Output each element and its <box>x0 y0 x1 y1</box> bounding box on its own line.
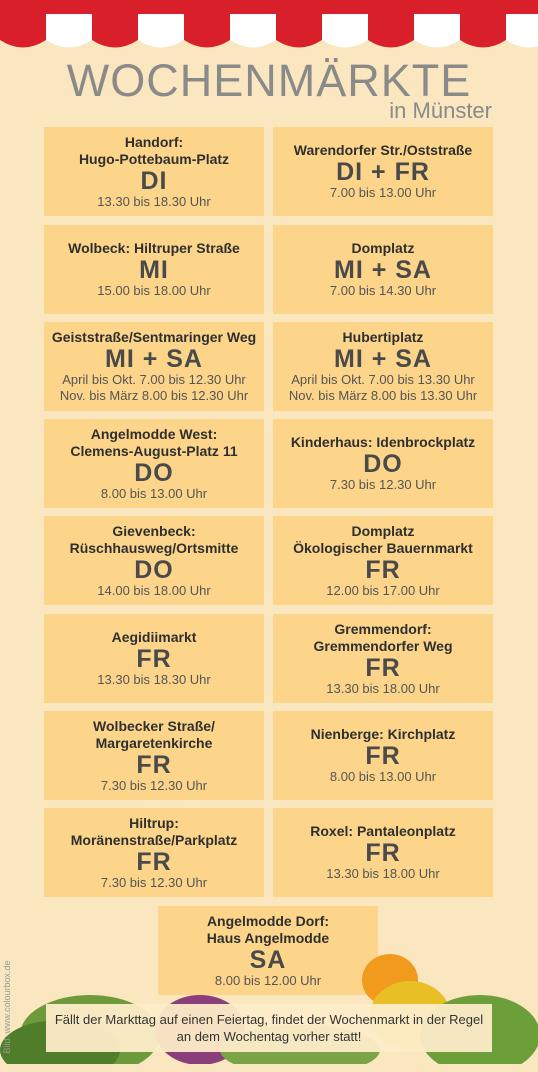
market-time: 7.30 bis 12.30 Uhr <box>329 477 437 492</box>
market-day: FR <box>136 847 172 876</box>
market-location: Wolbeck: Hiltruper Straße <box>68 240 240 256</box>
market-location: Roxel: Pantaleonplatz <box>310 823 456 839</box>
market-location: Domplatz Ökologischer Bauernmarkt <box>293 522 473 556</box>
market-location: Angelmodde West: Clemens-August-Platz 11 <box>70 425 238 459</box>
market-location: Hiltrup: Moränenstraße/Parkplatz <box>70 814 238 848</box>
image-credit: Bild: www.colourbox.de <box>2 960 12 1054</box>
market-day: MI <box>139 256 169 284</box>
market-location: Hubertiplatz <box>342 329 424 345</box>
market-location: Nienberge: Kirchplatz <box>310 726 456 742</box>
market-location: Angelmodde Dorf: Haus Angelmodde <box>206 912 330 946</box>
market-location: Domplatz <box>351 240 415 256</box>
market-time: 15.00 bis 18.00 Uhr <box>97 283 211 298</box>
market-time: 8.00 bis 13.00 Uhr <box>329 769 437 784</box>
market-day: MI + SA <box>105 345 203 373</box>
market-day: MI + SA <box>334 345 432 373</box>
market-card <box>273 419 493 508</box>
market-day: FR <box>136 645 172 673</box>
market-time: 13.30 bis 18.30 Uhr <box>97 672 211 687</box>
market-card <box>273 322 493 411</box>
page-title: WOCHENMÄRKTE <box>66 55 472 106</box>
market-card <box>273 127 493 216</box>
market-card <box>273 711 493 800</box>
market-location: Gremmendorf: Gremmendorfer Weg <box>313 620 453 654</box>
market-card <box>44 614 264 703</box>
market-location: Gievenbeck: Rüschhausweg/Ortsmitte <box>69 522 239 556</box>
market-card <box>273 225 493 314</box>
market-time: 12.00 bis 17.00 Uhr <box>326 582 440 598</box>
market-card <box>44 419 264 508</box>
market-time: 7.00 bis 13.00 Uhr <box>329 185 437 200</box>
market-card <box>44 225 264 314</box>
market-time: 14.00 bis 18.00 Uhr <box>97 582 211 598</box>
market-time: 8.00 bis 13.00 Uhr <box>100 485 208 501</box>
holiday-notice: Fällt der Markttag auf einen Feiertag, findet der Wochenmarkt in der Regel an dem Wochentag vorher statt! <box>46 1004 492 1052</box>
market-time: 13.30 bis 18.00 Uhr <box>326 866 440 881</box>
market-time: 7.00 bis 14.30 Uhr <box>329 283 437 298</box>
market-time: 13.30 bis 18.00 Uhr <box>326 680 440 696</box>
market-day: MI + SA <box>334 256 432 284</box>
market-day: SA <box>249 945 287 974</box>
market-day: DO <box>363 450 403 478</box>
market-day: FR <box>365 653 401 682</box>
market-time: April bis Okt. 7.00 bis 13.30 Uhr Nov. bis März 8.00 bis 13.30 Uhr <box>288 372 478 403</box>
market-card <box>44 322 264 411</box>
market-time: April bis Okt. 7.00 bis 12.30 Uhr Nov. bis März 8.00 bis 12.30 Uhr <box>59 372 249 403</box>
market-day: FR <box>365 555 401 584</box>
market-card <box>44 711 264 800</box>
market-location: Wolbecker Straße/ Margaretenkirche <box>93 717 215 751</box>
market-day: DI <box>140 166 168 195</box>
market-day: FR <box>365 839 401 867</box>
awning-illustration <box>0 0 538 60</box>
market-day: DO <box>134 458 174 487</box>
market-time: 7.30 bis 12.30 Uhr <box>100 874 208 890</box>
market-location: Handorf: Hugo-Pottebaum-Platz <box>78 133 230 167</box>
market-location: Warendorfer Str./Oststraße <box>293 142 473 158</box>
market-day: FR <box>136 750 172 779</box>
market-day: DO <box>134 555 174 584</box>
market-location: Aegidiimarkt <box>111 629 197 645</box>
market-card <box>44 516 264 605</box>
market-time: 7.30 bis 12.30 Uhr <box>100 777 208 793</box>
market-location: Kinderhaus: Idenbrockplatz <box>290 434 476 450</box>
page-subtitle: in Münster <box>389 98 492 123</box>
market-time: 13.30 bis 18.30 Uhr <box>97 193 211 209</box>
market-card <box>44 127 264 216</box>
market-card <box>273 516 493 605</box>
market-card <box>273 808 493 897</box>
market-time: 8.00 bis 12.00 Uhr <box>214 972 322 988</box>
market-card <box>273 614 493 703</box>
market-card <box>44 808 264 897</box>
market-day: DI + FR <box>336 158 430 186</box>
market-day: FR <box>365 742 401 770</box>
market-location: Geiststraße/Sentmaringer Weg <box>51 329 257 345</box>
